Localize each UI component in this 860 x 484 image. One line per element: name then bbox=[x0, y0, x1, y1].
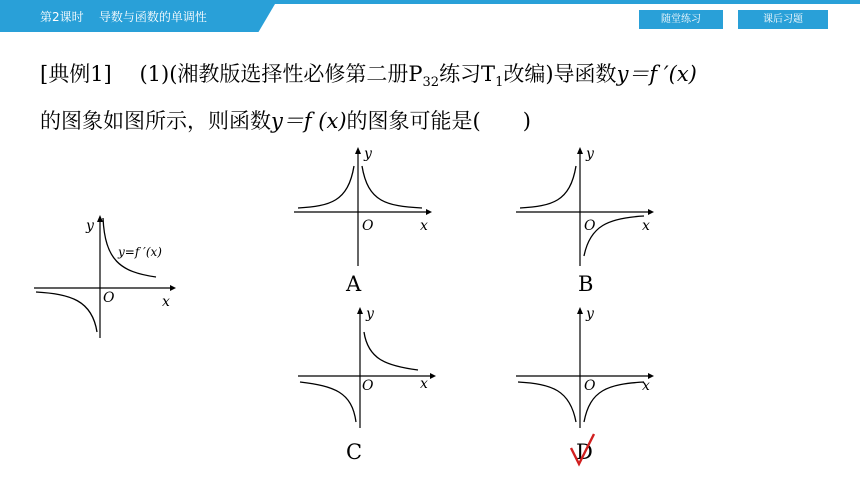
x-label: x bbox=[420, 218, 428, 234]
question-text: 的图象如图所示，则函数 bbox=[40, 109, 271, 133]
curve-right bbox=[362, 166, 422, 208]
example-tag: [典例1] bbox=[40, 62, 112, 86]
question-line-1 bbox=[40, 58, 697, 90]
question-line-2 bbox=[40, 105, 531, 135]
x-label: x bbox=[642, 218, 650, 234]
x-label: x bbox=[162, 294, 170, 310]
option-c-label[interactable]: C bbox=[346, 440, 363, 464]
x-arrow bbox=[648, 209, 654, 215]
derivative-graph bbox=[30, 212, 180, 342]
curve-left bbox=[518, 382, 576, 422]
y-label: y bbox=[366, 306, 374, 322]
checkmark-icon bbox=[568, 432, 598, 468]
curve-left bbox=[298, 166, 354, 208]
option-c-graph[interactable] bbox=[294, 304, 444, 429]
curve-negative-branch bbox=[36, 292, 97, 332]
function-expression: y＝f (x) bbox=[271, 109, 347, 133]
option-a-graph[interactable] bbox=[290, 144, 440, 269]
option-a-label[interactable]: A bbox=[346, 272, 362, 296]
option-d-graph[interactable] bbox=[512, 304, 662, 429]
option-b-graph[interactable] bbox=[512, 144, 662, 269]
question-part: (1) bbox=[139, 62, 170, 86]
derivative-expression: y＝f ′(x) bbox=[616, 62, 697, 86]
option-b-label[interactable]: B bbox=[578, 272, 594, 296]
header-strip bbox=[0, 0, 860, 4]
function-label: y=f ′(x) bbox=[118, 245, 162, 259]
origin-label: O bbox=[584, 378, 596, 394]
x-label: x bbox=[420, 376, 428, 392]
source-text: (湘教版选择性必修第二册P bbox=[169, 62, 423, 86]
y-arrow bbox=[97, 215, 103, 222]
curve-left bbox=[300, 382, 356, 422]
homework-button[interactable]: 课后习题 bbox=[738, 10, 828, 29]
header-bar bbox=[0, 0, 860, 32]
option-d-label[interactable]: D bbox=[576, 440, 593, 464]
source-text-3: 改编)导函数 bbox=[503, 62, 617, 86]
source-subscript: 32 bbox=[422, 75, 440, 91]
y-arrow bbox=[357, 307, 363, 314]
y-arrow bbox=[577, 147, 583, 154]
x-arrow bbox=[430, 373, 436, 379]
y-label: y bbox=[586, 146, 594, 162]
in-class-practice-button[interactable]: 随堂练习 bbox=[639, 10, 723, 29]
x-arrow bbox=[170, 285, 176, 291]
y-arrow bbox=[355, 147, 361, 154]
curve-left bbox=[520, 166, 576, 208]
y-label: y bbox=[586, 306, 594, 322]
y-label: y bbox=[86, 218, 94, 234]
x-label: x bbox=[642, 378, 650, 394]
origin-label: O bbox=[103, 290, 115, 306]
y-label: y bbox=[364, 146, 372, 162]
question-text-end: 的图象可能是( ) bbox=[346, 109, 531, 133]
source-text-2: 练习T bbox=[439, 62, 496, 86]
origin-label: O bbox=[362, 218, 374, 234]
lesson-title: 第2课时 导数与函数的单调性 bbox=[40, 10, 207, 24]
curve-right bbox=[364, 332, 418, 370]
y-arrow bbox=[577, 307, 583, 314]
x-arrow bbox=[426, 209, 432, 215]
origin-label: O bbox=[362, 378, 374, 394]
source-subscript-2: 1 bbox=[495, 75, 504, 91]
origin-label: O bbox=[584, 218, 596, 234]
